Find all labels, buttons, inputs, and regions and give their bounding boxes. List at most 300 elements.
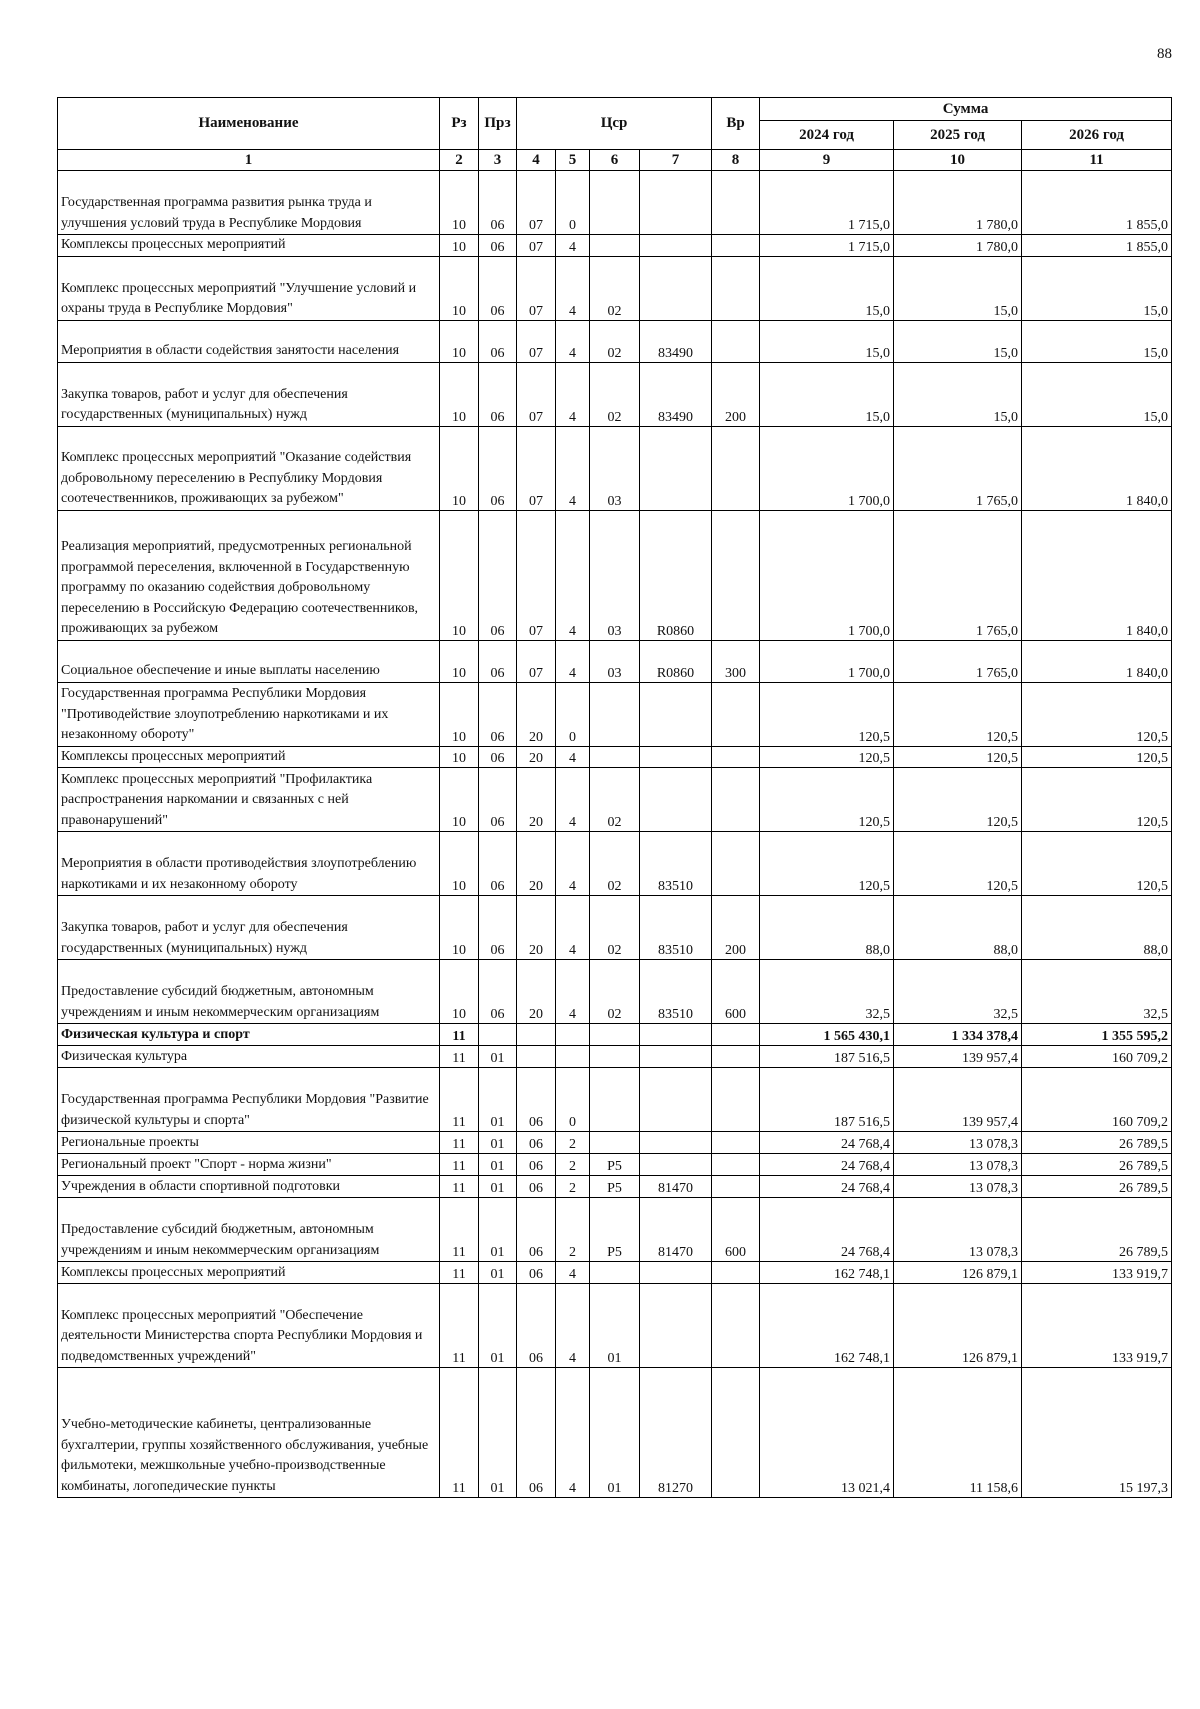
cell-csr-6: P5 bbox=[590, 1198, 640, 1262]
cell-csr-6: 03 bbox=[590, 426, 640, 510]
cell-vr bbox=[712, 1262, 760, 1284]
cell-csr-6: 03 bbox=[590, 640, 640, 682]
cell-csr-4: 07 bbox=[517, 256, 556, 320]
cell-vr: 600 bbox=[712, 1198, 760, 1262]
cell-csr-5: 4 bbox=[556, 235, 590, 257]
cell-csr-7 bbox=[640, 1284, 712, 1368]
cell-sum-2026: 160 709,2 bbox=[1022, 1046, 1172, 1068]
table-row bbox=[58, 640, 1172, 682]
row-name: Мероприятия в области содействия занятости населения bbox=[58, 320, 440, 362]
cell-vr bbox=[712, 1284, 760, 1368]
cell-csr-7: 81470 bbox=[640, 1198, 712, 1262]
cell-sum-2024: 1 715,0 bbox=[760, 235, 894, 257]
cell-prz: 06 bbox=[479, 256, 517, 320]
cell-sum-2025: 1 780,0 bbox=[894, 171, 1022, 235]
cell-csr-4: 06 bbox=[517, 1262, 556, 1284]
cell-vr bbox=[712, 746, 760, 768]
row-name: Реализация мероприятий, предусмотренных региональной программой переселения, включенной в Государственную программу по оказанию содействия добровольному переселению в Российскую Федерацию соотечественников, проживающих за рубежом bbox=[58, 510, 440, 640]
cell-rz: 10 bbox=[440, 896, 479, 960]
cell-rz: 11 bbox=[440, 1154, 479, 1176]
cell-prz: 01 bbox=[479, 1046, 517, 1068]
cell-csr-6 bbox=[590, 1262, 640, 1284]
header-year-2025: 2025 год bbox=[894, 121, 1022, 150]
header-year-2026: 2026 год bbox=[1022, 121, 1172, 150]
table-row bbox=[58, 426, 1172, 510]
row-name: Комплекс процессных мероприятий "Оказание содействия добровольному переселению в Республику Мордовия соотечественников, проживающих за рубежом" bbox=[58, 426, 440, 510]
col-number: 8 bbox=[712, 150, 760, 171]
cell-csr-6: 03 bbox=[590, 510, 640, 640]
cell-csr-5: 0 bbox=[556, 171, 590, 235]
cell-csr-5: 4 bbox=[556, 746, 590, 768]
cell-csr-7: 83490 bbox=[640, 320, 712, 362]
cell-rz: 10 bbox=[440, 682, 479, 746]
cell-csr-4 bbox=[517, 1046, 556, 1068]
cell-vr bbox=[712, 1024, 760, 1046]
header-vr: Вр bbox=[712, 98, 760, 150]
cell-sum-2026: 1 840,0 bbox=[1022, 510, 1172, 640]
cell-sum-2026: 26 789,5 bbox=[1022, 1198, 1172, 1262]
cell-sum-2024: 24 768,4 bbox=[760, 1132, 894, 1154]
cell-prz: 01 bbox=[479, 1132, 517, 1154]
cell-csr-5: 2 bbox=[556, 1154, 590, 1176]
cell-sum-2024: 162 748,1 bbox=[760, 1284, 894, 1368]
cell-sum-2024: 120,5 bbox=[760, 682, 894, 746]
col-number: 2 bbox=[440, 150, 479, 171]
cell-prz: 01 bbox=[479, 1368, 517, 1498]
cell-csr-4: 07 bbox=[517, 320, 556, 362]
cell-sum-2026: 88,0 bbox=[1022, 896, 1172, 960]
table-row bbox=[58, 896, 1172, 960]
row-name: Комплексы процессных мероприятий bbox=[58, 746, 440, 768]
cell-csr-7 bbox=[640, 426, 712, 510]
row-name: Предоставление субсидий бюджетным, автономным учреждениям и иным некоммерческим организациям bbox=[58, 960, 440, 1024]
cell-csr-6 bbox=[590, 1068, 640, 1132]
cell-csr-5: 2 bbox=[556, 1176, 590, 1198]
cell-rz: 10 bbox=[440, 320, 479, 362]
row-name: Государственная программа развития рынка труда и улучшения условий труда в Республике Мордовия bbox=[58, 171, 440, 235]
cell-rz: 11 bbox=[440, 1284, 479, 1368]
cell-sum-2024: 120,5 bbox=[760, 746, 894, 768]
cell-sum-2024: 1 715,0 bbox=[760, 171, 894, 235]
cell-sum-2024: 162 748,1 bbox=[760, 1262, 894, 1284]
table-row bbox=[58, 510, 1172, 640]
cell-prz: 01 bbox=[479, 1068, 517, 1132]
cell-sum-2026: 120,5 bbox=[1022, 832, 1172, 896]
cell-vr bbox=[712, 1154, 760, 1176]
cell-csr-5 bbox=[556, 1024, 590, 1046]
cell-csr-6: 02 bbox=[590, 768, 640, 832]
cell-sum-2026: 26 789,5 bbox=[1022, 1132, 1172, 1154]
cell-csr-4: 20 bbox=[517, 682, 556, 746]
cell-csr-5: 4 bbox=[556, 832, 590, 896]
cell-csr-6: 02 bbox=[590, 256, 640, 320]
header-rz: Рз bbox=[440, 98, 479, 150]
cell-csr-4: 07 bbox=[517, 362, 556, 426]
cell-prz: 06 bbox=[479, 896, 517, 960]
cell-sum-2025: 13 078,3 bbox=[894, 1154, 1022, 1176]
cell-csr-5: 4 bbox=[556, 768, 590, 832]
cell-vr bbox=[712, 1368, 760, 1498]
cell-vr: 200 bbox=[712, 362, 760, 426]
cell-rz: 11 bbox=[440, 1198, 479, 1262]
cell-csr-7: 83510 bbox=[640, 832, 712, 896]
cell-csr-6 bbox=[590, 171, 640, 235]
cell-sum-2026: 133 919,7 bbox=[1022, 1284, 1172, 1368]
cell-csr-5: 2 bbox=[556, 1132, 590, 1154]
cell-vr bbox=[712, 171, 760, 235]
cell-rz: 10 bbox=[440, 768, 479, 832]
cell-csr-4: 20 bbox=[517, 896, 556, 960]
cell-sum-2026: 160 709,2 bbox=[1022, 1068, 1172, 1132]
cell-csr-5: 4 bbox=[556, 960, 590, 1024]
header-year-2024: 2024 год bbox=[760, 121, 894, 150]
cell-csr-7: R0860 bbox=[640, 510, 712, 640]
table-row bbox=[58, 256, 1172, 320]
cell-vr bbox=[712, 1068, 760, 1132]
cell-sum-2026: 15 197,3 bbox=[1022, 1368, 1172, 1498]
cell-prz: 01 bbox=[479, 1198, 517, 1262]
cell-csr-4: 20 bbox=[517, 832, 556, 896]
cell-sum-2025: 13 078,3 bbox=[894, 1176, 1022, 1198]
cell-sum-2024: 120,5 bbox=[760, 768, 894, 832]
cell-csr-7 bbox=[640, 256, 712, 320]
header-row-top bbox=[58, 98, 1172, 121]
cell-csr-5: 4 bbox=[556, 1368, 590, 1498]
table-row bbox=[58, 768, 1172, 832]
cell-csr-7 bbox=[640, 1154, 712, 1176]
cell-sum-2025: 88,0 bbox=[894, 896, 1022, 960]
cell-sum-2025: 139 957,4 bbox=[894, 1068, 1022, 1132]
cell-vr bbox=[712, 768, 760, 832]
cell-sum-2025: 1 765,0 bbox=[894, 510, 1022, 640]
cell-sum-2024: 1 700,0 bbox=[760, 426, 894, 510]
cell-rz: 10 bbox=[440, 362, 479, 426]
cell-csr-4: 06 bbox=[517, 1198, 556, 1262]
cell-sum-2024: 187 516,5 bbox=[760, 1068, 894, 1132]
cell-sum-2025: 11 158,6 bbox=[894, 1368, 1022, 1498]
cell-sum-2025: 120,5 bbox=[894, 746, 1022, 768]
cell-vr: 600 bbox=[712, 960, 760, 1024]
cell-csr-7 bbox=[640, 1132, 712, 1154]
cell-sum-2024: 1 700,0 bbox=[760, 510, 894, 640]
cell-sum-2026: 133 919,7 bbox=[1022, 1262, 1172, 1284]
cell-csr-5: 0 bbox=[556, 1068, 590, 1132]
cell-csr-7: 81470 bbox=[640, 1176, 712, 1198]
cell-csr-4: 06 bbox=[517, 1068, 556, 1132]
cell-csr-5: 4 bbox=[556, 256, 590, 320]
cell-csr-7: 83490 bbox=[640, 362, 712, 426]
header-sum: Сумма bbox=[760, 98, 1172, 121]
table-row bbox=[58, 1262, 1172, 1284]
table-row bbox=[58, 1046, 1172, 1068]
cell-csr-4: 06 bbox=[517, 1132, 556, 1154]
cell-csr-6 bbox=[590, 682, 640, 746]
col-number: 4 bbox=[517, 150, 556, 171]
cell-rz: 11 bbox=[440, 1046, 479, 1068]
cell-csr-6 bbox=[590, 1024, 640, 1046]
cell-prz: 06 bbox=[479, 832, 517, 896]
cell-vr bbox=[712, 320, 760, 362]
cell-prz: 06 bbox=[479, 426, 517, 510]
col-number: 9 bbox=[760, 150, 894, 171]
cell-csr-5: 4 bbox=[556, 896, 590, 960]
cell-rz: 10 bbox=[440, 746, 479, 768]
cell-sum-2024: 24 768,4 bbox=[760, 1176, 894, 1198]
cell-sum-2024: 187 516,5 bbox=[760, 1046, 894, 1068]
cell-vr bbox=[712, 682, 760, 746]
cell-csr-6: 01 bbox=[590, 1284, 640, 1368]
cell-rz: 11 bbox=[440, 1068, 479, 1132]
cell-sum-2026: 1 855,0 bbox=[1022, 235, 1172, 257]
cell-csr-4: 07 bbox=[517, 171, 556, 235]
cell-sum-2026: 15,0 bbox=[1022, 362, 1172, 426]
cell-csr-5: 4 bbox=[556, 362, 590, 426]
cell-rz: 10 bbox=[440, 256, 479, 320]
cell-sum-2026: 32,5 bbox=[1022, 960, 1172, 1024]
cell-sum-2024: 13 021,4 bbox=[760, 1368, 894, 1498]
table-row bbox=[58, 362, 1172, 426]
cell-csr-7: 83510 bbox=[640, 960, 712, 1024]
cell-csr-7: 83510 bbox=[640, 896, 712, 960]
cell-sum-2024: 1 565 430,1 bbox=[760, 1024, 894, 1046]
cell-csr-4: 20 bbox=[517, 960, 556, 1024]
cell-csr-5: 4 bbox=[556, 426, 590, 510]
cell-sum-2025: 1 780,0 bbox=[894, 235, 1022, 257]
cell-csr-4: 06 bbox=[517, 1176, 556, 1198]
cell-sum-2026: 15,0 bbox=[1022, 256, 1172, 320]
cell-prz: 06 bbox=[479, 768, 517, 832]
row-name: Государственная программа Республики Мордовия "Развитие физической культуры и спорта" bbox=[58, 1068, 440, 1132]
cell-csr-6 bbox=[590, 1046, 640, 1068]
table-row bbox=[58, 1132, 1172, 1154]
col-number: 5 bbox=[556, 150, 590, 171]
row-name: Учреждения в области спортивной подготовки bbox=[58, 1176, 440, 1198]
cell-sum-2025: 15,0 bbox=[894, 256, 1022, 320]
table-row bbox=[58, 1368, 1172, 1498]
cell-vr bbox=[712, 1132, 760, 1154]
cell-csr-6: 02 bbox=[590, 362, 640, 426]
cell-prz: 06 bbox=[479, 960, 517, 1024]
cell-sum-2024: 1 700,0 bbox=[760, 640, 894, 682]
table-row bbox=[58, 832, 1172, 896]
cell-csr-4: 07 bbox=[517, 510, 556, 640]
cell-sum-2024: 88,0 bbox=[760, 896, 894, 960]
header-prz: Прз bbox=[479, 98, 517, 150]
page-number: 88 bbox=[1157, 46, 1172, 62]
row-name: Физическая культура bbox=[58, 1046, 440, 1068]
row-name: Комплекс процессных мероприятий "Улучшение условий и охраны труда в Республике Мордовия" bbox=[58, 256, 440, 320]
col-number: 11 bbox=[1022, 150, 1172, 171]
cell-sum-2026: 1 840,0 bbox=[1022, 640, 1172, 682]
cell-rz: 11 bbox=[440, 1024, 479, 1046]
cell-csr-4: 20 bbox=[517, 768, 556, 832]
cell-sum-2026: 1 855,0 bbox=[1022, 171, 1172, 235]
cell-csr-7 bbox=[640, 1024, 712, 1046]
cell-csr-7 bbox=[640, 1262, 712, 1284]
cell-rz: 11 bbox=[440, 1368, 479, 1498]
cell-csr-7 bbox=[640, 235, 712, 257]
cell-csr-4 bbox=[517, 1024, 556, 1046]
cell-sum-2026: 120,5 bbox=[1022, 768, 1172, 832]
cell-prz: 06 bbox=[479, 510, 517, 640]
cell-sum-2026: 1 840,0 bbox=[1022, 426, 1172, 510]
cell-csr-7 bbox=[640, 768, 712, 832]
cell-csr-5: 4 bbox=[556, 320, 590, 362]
budget-table bbox=[57, 97, 1172, 1498]
cell-vr bbox=[712, 256, 760, 320]
cell-prz: 06 bbox=[479, 320, 517, 362]
cell-csr-5: 4 bbox=[556, 640, 590, 682]
row-name: Физическая культура и спорт bbox=[58, 1024, 440, 1046]
table-row bbox=[58, 320, 1172, 362]
cell-csr-4: 06 bbox=[517, 1368, 556, 1498]
cell-sum-2025: 15,0 bbox=[894, 362, 1022, 426]
cell-csr-5: 2 bbox=[556, 1198, 590, 1262]
cell-sum-2026: 15,0 bbox=[1022, 320, 1172, 362]
cell-sum-2025: 139 957,4 bbox=[894, 1046, 1022, 1068]
cell-sum-2026: 120,5 bbox=[1022, 682, 1172, 746]
cell-csr-4: 07 bbox=[517, 235, 556, 257]
cell-csr-6: P5 bbox=[590, 1154, 640, 1176]
col-number: 7 bbox=[640, 150, 712, 171]
cell-prz: 06 bbox=[479, 746, 517, 768]
cell-sum-2025: 120,5 bbox=[894, 768, 1022, 832]
cell-csr-4: 06 bbox=[517, 1284, 556, 1368]
row-name: Предоставление субсидий бюджетным, автономным учреждениям и иным некоммерческим организациям bbox=[58, 1198, 440, 1262]
cell-vr bbox=[712, 1176, 760, 1198]
cell-sum-2025: 1 765,0 bbox=[894, 426, 1022, 510]
cell-prz: 01 bbox=[479, 1284, 517, 1368]
row-name: Государственная программа Республики Мордовия "Противодействие злоупотреблению наркотиками и их незаконному обороту" bbox=[58, 682, 440, 746]
table-row bbox=[58, 960, 1172, 1024]
cell-prz: 06 bbox=[479, 640, 517, 682]
cell-csr-6: P5 bbox=[590, 1176, 640, 1198]
row-name: Региональный проект "Спорт - норма жизни" bbox=[58, 1154, 440, 1176]
cell-csr-4: 07 bbox=[517, 426, 556, 510]
cell-sum-2025: 120,5 bbox=[894, 832, 1022, 896]
cell-csr-5: 0 bbox=[556, 682, 590, 746]
table-row bbox=[58, 1024, 1172, 1046]
cell-sum-2024: 15,0 bbox=[760, 256, 894, 320]
cell-vr bbox=[712, 1046, 760, 1068]
cell-rz: 11 bbox=[440, 1132, 479, 1154]
cell-sum-2025: 1 334 378,4 bbox=[894, 1024, 1022, 1046]
header-csr: Цср bbox=[517, 98, 712, 150]
cell-rz: 10 bbox=[440, 510, 479, 640]
cell-sum-2025: 13 078,3 bbox=[894, 1132, 1022, 1154]
table-row bbox=[58, 171, 1172, 235]
cell-csr-7 bbox=[640, 682, 712, 746]
cell-csr-7 bbox=[640, 171, 712, 235]
cell-prz: 06 bbox=[479, 362, 517, 426]
row-name: Комплексы процессных мероприятий bbox=[58, 235, 440, 257]
cell-csr-5 bbox=[556, 1046, 590, 1068]
cell-sum-2025: 120,5 bbox=[894, 682, 1022, 746]
cell-vr bbox=[712, 426, 760, 510]
cell-sum-2025: 126 879,1 bbox=[894, 1262, 1022, 1284]
cell-rz: 10 bbox=[440, 640, 479, 682]
table-body bbox=[58, 171, 1172, 1498]
cell-sum-2024: 32,5 bbox=[760, 960, 894, 1024]
cell-csr-7 bbox=[640, 1046, 712, 1068]
table-row bbox=[58, 1068, 1172, 1132]
row-name: Учебно-методические кабинеты, централизованные бухгалтерии, группы хозяйственного обслуживания, учебные фильмотеки, межшкольные учебно-производственные комбинаты, логопедические пункты bbox=[58, 1368, 440, 1498]
cell-sum-2026: 120,5 bbox=[1022, 746, 1172, 768]
cell-csr-7: R0860 bbox=[640, 640, 712, 682]
cell-prz: 01 bbox=[479, 1176, 517, 1198]
cell-prz bbox=[479, 1024, 517, 1046]
cell-csr-6 bbox=[590, 1132, 640, 1154]
cell-csr-4: 06 bbox=[517, 1154, 556, 1176]
row-name: Региональные проекты bbox=[58, 1132, 440, 1154]
cell-sum-2024: 15,0 bbox=[760, 362, 894, 426]
cell-vr: 300 bbox=[712, 640, 760, 682]
cell-csr-5: 4 bbox=[556, 510, 590, 640]
header-row-numbers bbox=[58, 150, 1172, 171]
cell-csr-7: 81270 bbox=[640, 1368, 712, 1498]
cell-vr bbox=[712, 510, 760, 640]
row-name: Социальное обеспечение и иные выплаты населению bbox=[58, 640, 440, 682]
cell-csr-6: 02 bbox=[590, 832, 640, 896]
row-name: Комплексы процессных мероприятий bbox=[58, 1262, 440, 1284]
cell-csr-6: 02 bbox=[590, 320, 640, 362]
cell-sum-2024: 120,5 bbox=[760, 832, 894, 896]
table-row bbox=[58, 1176, 1172, 1198]
cell-csr-7 bbox=[640, 1068, 712, 1132]
header-name: Наименование bbox=[58, 98, 440, 150]
cell-sum-2025: 13 078,3 bbox=[894, 1198, 1022, 1262]
cell-csr-7 bbox=[640, 746, 712, 768]
cell-csr-6: 02 bbox=[590, 896, 640, 960]
cell-rz: 10 bbox=[440, 426, 479, 510]
table-row bbox=[58, 746, 1172, 768]
cell-sum-2025: 1 765,0 bbox=[894, 640, 1022, 682]
cell-csr-5: 4 bbox=[556, 1262, 590, 1284]
cell-csr-4: 07 bbox=[517, 640, 556, 682]
cell-rz: 11 bbox=[440, 1262, 479, 1284]
cell-rz: 10 bbox=[440, 171, 479, 235]
cell-vr: 200 bbox=[712, 896, 760, 960]
cell-sum-2026: 1 355 595,2 bbox=[1022, 1024, 1172, 1046]
cell-prz: 06 bbox=[479, 682, 517, 746]
cell-prz: 06 bbox=[479, 171, 517, 235]
cell-prz: 01 bbox=[479, 1154, 517, 1176]
cell-rz: 10 bbox=[440, 960, 479, 1024]
cell-sum-2026: 26 789,5 bbox=[1022, 1154, 1172, 1176]
cell-prz: 01 bbox=[479, 1262, 517, 1284]
cell-vr bbox=[712, 235, 760, 257]
table-row bbox=[58, 235, 1172, 257]
cell-csr-5: 4 bbox=[556, 1284, 590, 1368]
table-row bbox=[58, 1198, 1172, 1262]
row-name: Комплекс процессных мероприятий "Обеспечение деятельности Министерства спорта Республики Мордовия и подведомственных учреждений" bbox=[58, 1284, 440, 1368]
cell-csr-6 bbox=[590, 746, 640, 768]
row-name: Мероприятия в области противодействия злоупотреблению наркотиками и их незаконному обороту bbox=[58, 832, 440, 896]
cell-csr-6: 02 bbox=[590, 960, 640, 1024]
col-number: 3 bbox=[479, 150, 517, 171]
col-number: 10 bbox=[894, 150, 1022, 171]
cell-sum-2025: 32,5 bbox=[894, 960, 1022, 1024]
col-number: 6 bbox=[590, 150, 640, 171]
cell-vr bbox=[712, 832, 760, 896]
cell-sum-2025: 126 879,1 bbox=[894, 1284, 1022, 1368]
table-row bbox=[58, 1284, 1172, 1368]
row-name: Закупка товаров, работ и услуг для обеспечения государственных (муниципальных) нужд bbox=[58, 896, 440, 960]
cell-rz: 11 bbox=[440, 1176, 479, 1198]
cell-csr-6: 01 bbox=[590, 1368, 640, 1498]
col-number: 1 bbox=[58, 150, 440, 171]
table-row bbox=[58, 682, 1172, 746]
